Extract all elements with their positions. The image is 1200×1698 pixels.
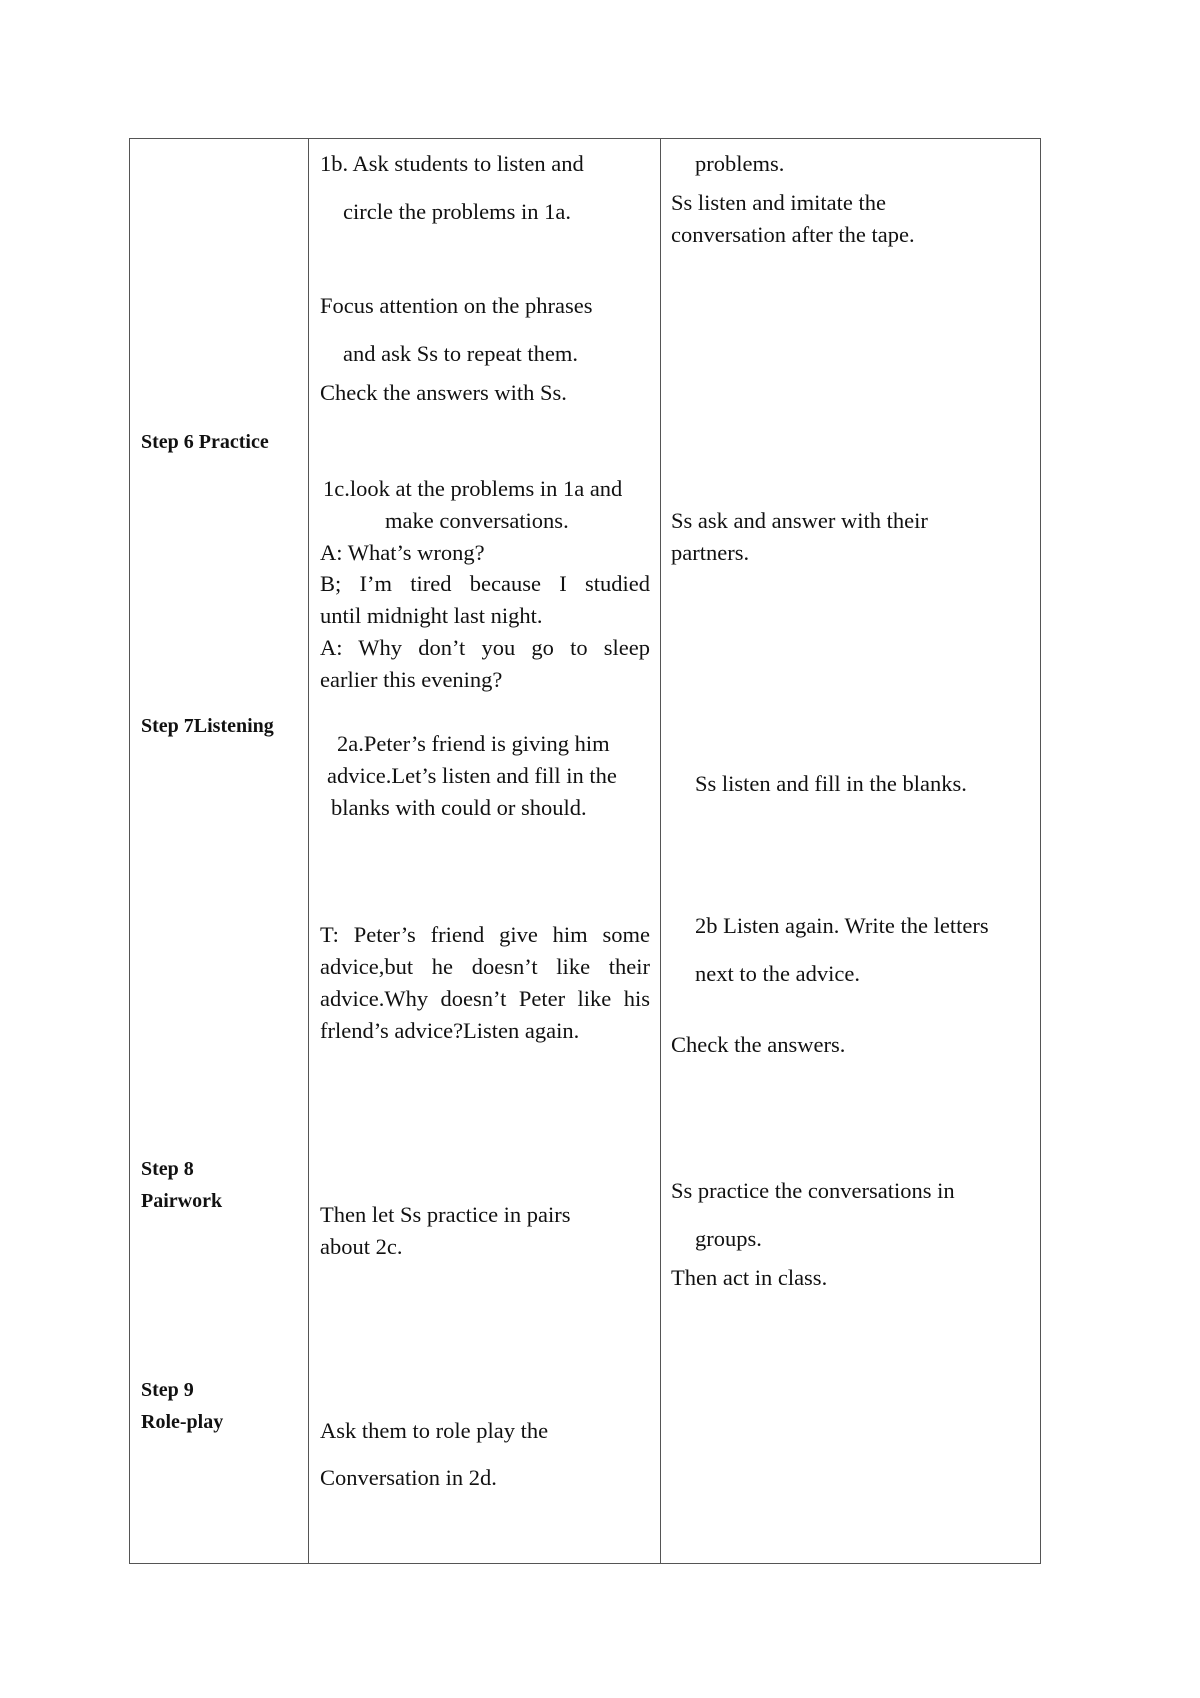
teacher-text: T: Peter’s friend give him some (320, 922, 650, 947)
student-text: Ss listen and imitate the (671, 190, 886, 215)
step-8-sublabel: Pairwork (141, 1190, 223, 1212)
teacher-text: 1b. Ask students to listen and (320, 151, 584, 176)
step-8-label: Step 8 (141, 1158, 194, 1180)
dialogue-line: B; I’m tired because I studied (320, 571, 650, 596)
dialogue-line: A: Why don’t you go to sleep (320, 635, 650, 660)
dialogue-line: until midnight last night. (320, 603, 543, 628)
student-text: partners. (671, 540, 750, 565)
step-7-label: Step 7Listening (141, 715, 274, 737)
student-text: Ss practice the conversations in (671, 1178, 955, 1203)
lesson-table (129, 138, 1041, 1564)
step-9-sublabel: Role-play (141, 1411, 224, 1433)
teacher-text: 1c.look at the problems in 1a and (323, 476, 623, 501)
student-text: conversation after the tape. (671, 222, 915, 247)
student-text: groups. (695, 1226, 762, 1251)
teacher-text: Focus attention on the phrases (320, 293, 593, 318)
teacher-text: frlend’s advice?Listen again. (320, 1018, 580, 1043)
teacher-text: circle the problems in 1a. (343, 199, 572, 224)
student-text: 2b Listen again. Write the letters (695, 913, 989, 938)
student-text: problems. (695, 151, 785, 176)
student-text: Then act in class. (671, 1265, 828, 1290)
student-text: Ss ask and answer with their (671, 508, 928, 533)
teacher-text: advice.Let’s listen and fill in the (327, 763, 617, 788)
student-text: Ss listen and fill in the blanks. (695, 771, 967, 796)
teacher-text: advice.Why doesn’t Peter like his (320, 986, 650, 1011)
dialogue-line: A: What’s wrong? (320, 540, 485, 565)
student-text: Check the answers. (671, 1032, 846, 1057)
teacher-text: make conversations. (385, 508, 569, 533)
step-9-label: Step 9 (141, 1379, 194, 1401)
teacher-text: blanks with could or should. (331, 795, 587, 820)
teacher-text: about 2c. (320, 1234, 403, 1259)
student-text: next to the advice. (695, 961, 860, 986)
teacher-text: Then let Ss practice in pairs (320, 1202, 571, 1227)
teacher-text: Ask them to role play the (320, 1418, 549, 1443)
teacher-text: advice,but he doesn’t like their (320, 954, 650, 979)
column-divider (308, 139, 309, 1563)
teacher-text: Conversation in 2d. (320, 1465, 497, 1490)
column-divider (660, 139, 661, 1563)
dialogue-line: earlier this evening? (320, 667, 503, 692)
teacher-text: Check the answers with Ss. (320, 380, 567, 405)
teacher-text: 2a.Peter’s friend is giving him (337, 731, 610, 756)
step-6-label: Step 6 Practice (141, 431, 269, 453)
teacher-text: and ask Ss to repeat them. (343, 341, 578, 366)
